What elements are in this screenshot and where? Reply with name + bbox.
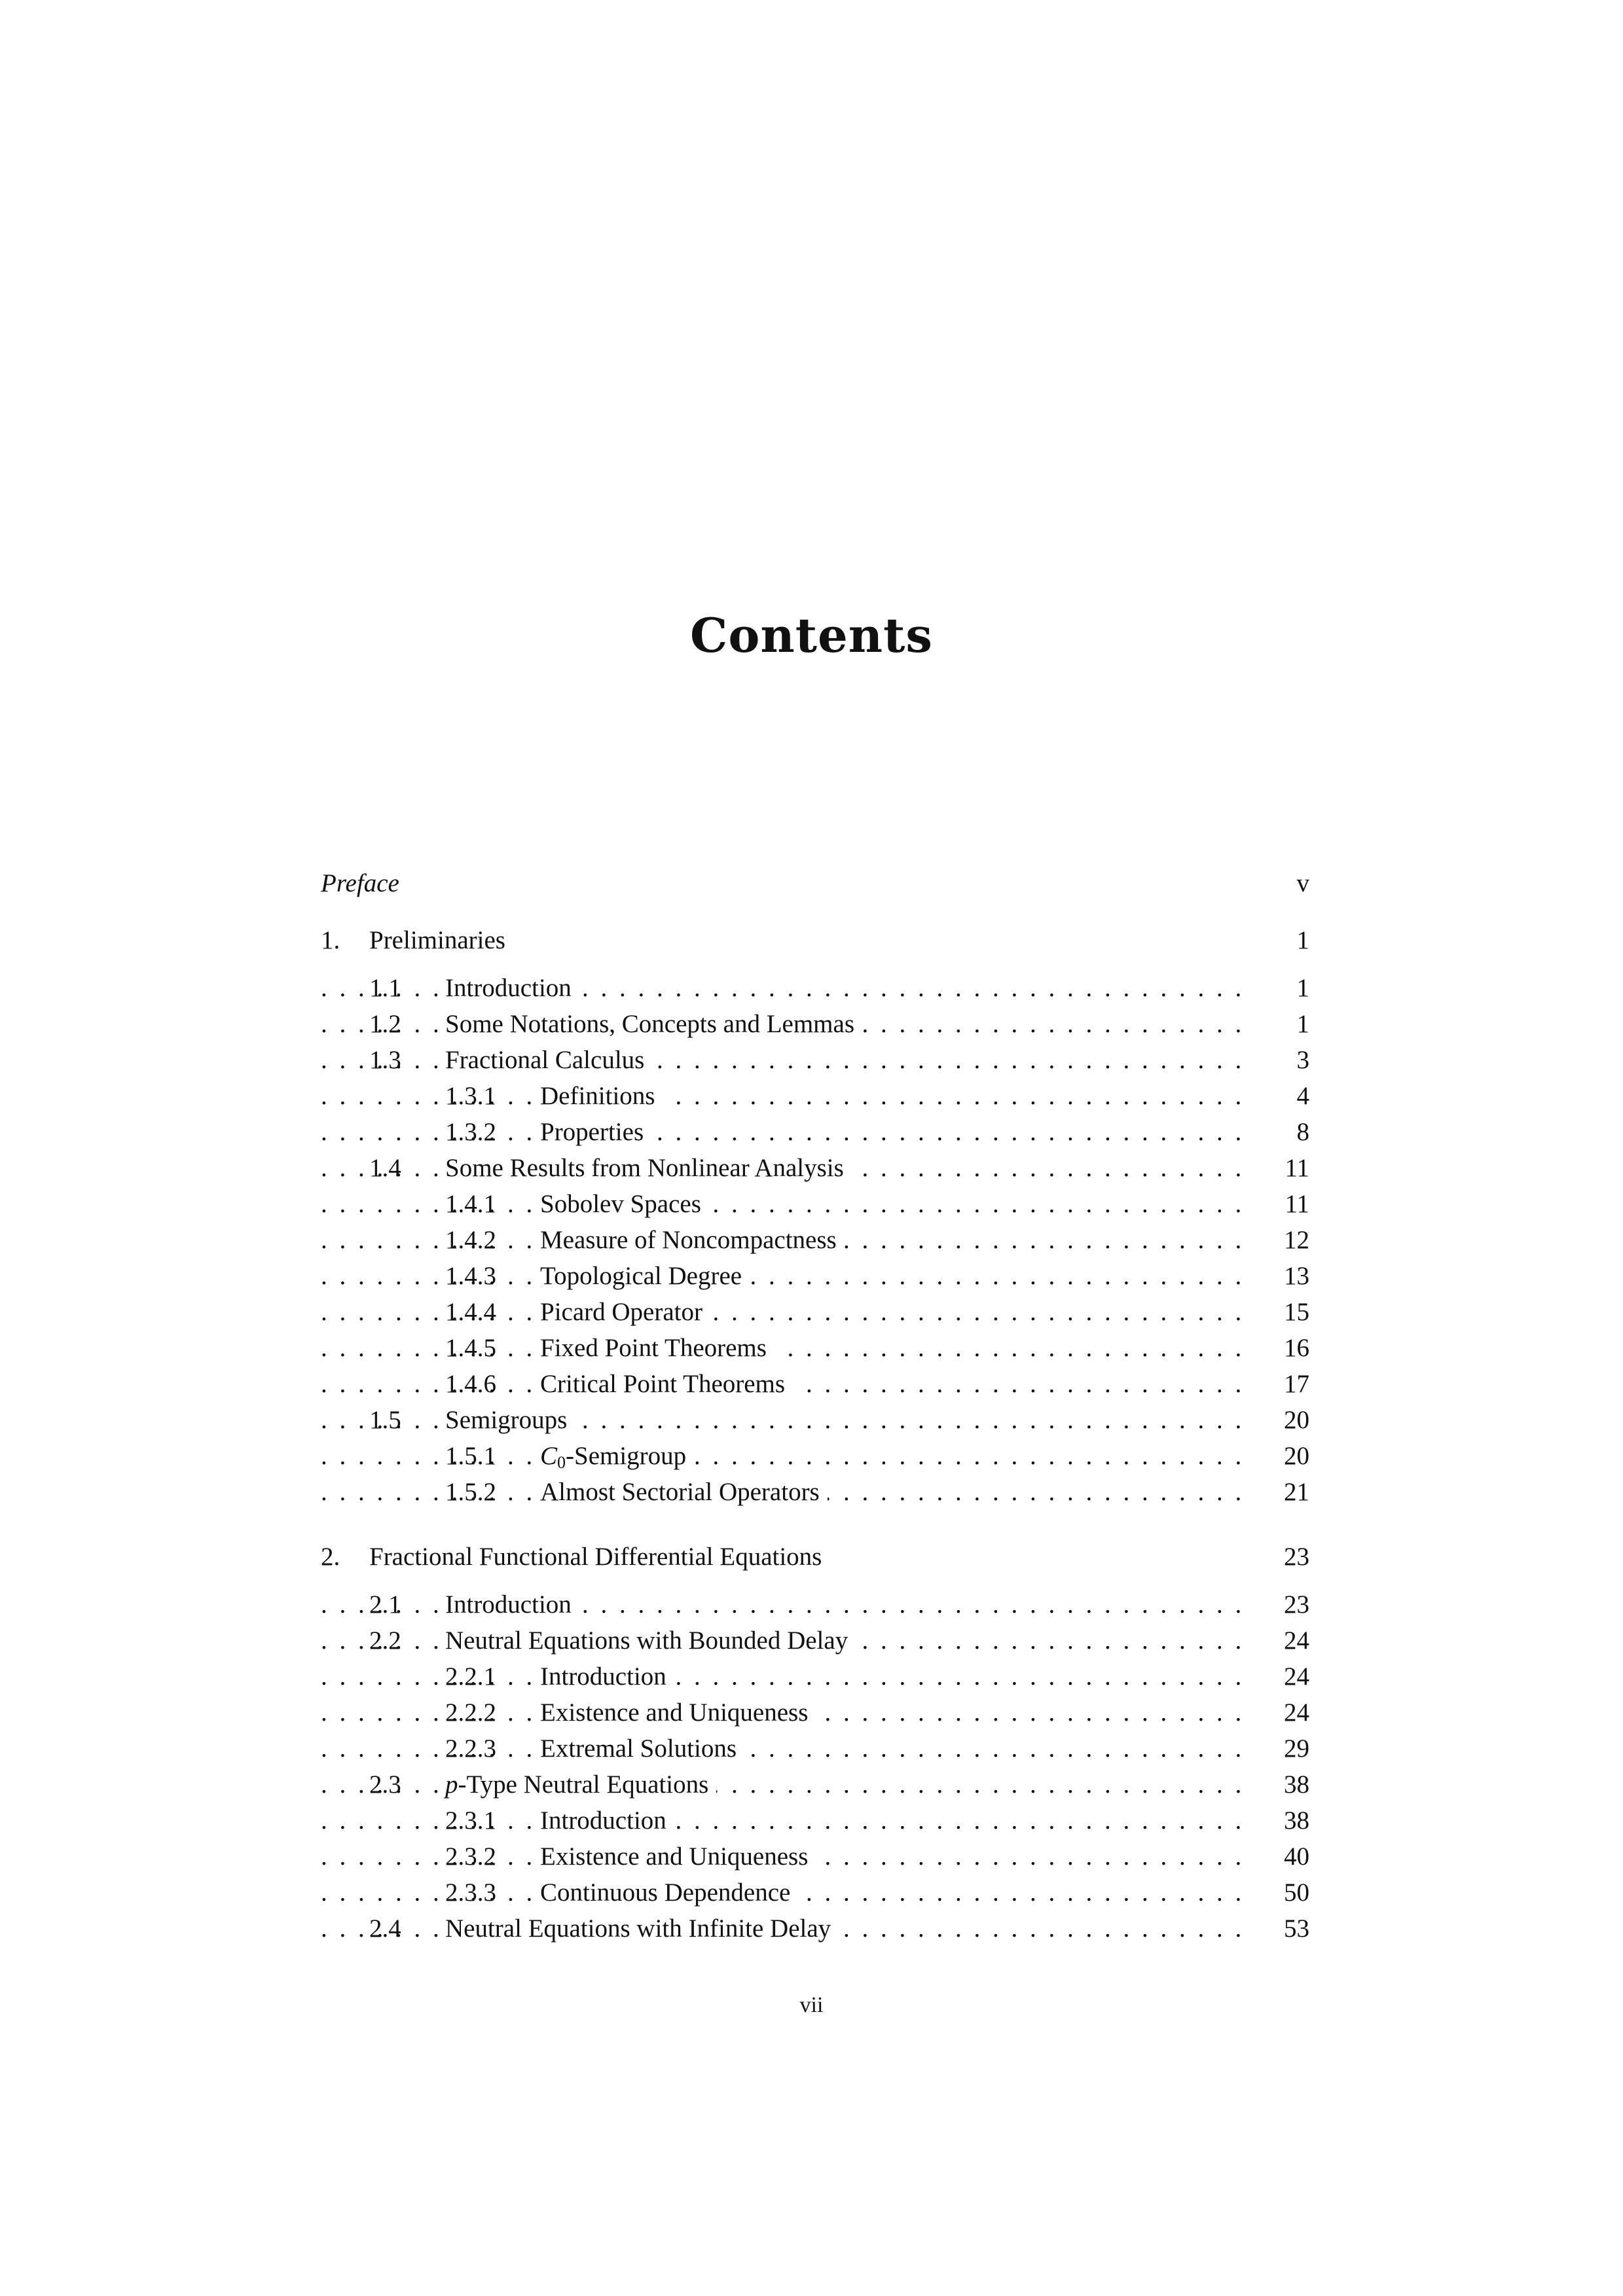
entry-title: Semigroups (445, 1402, 575, 1438)
toc-entry-1-3-2[interactable] (321, 1114, 1309, 1150)
page-title: Contents (690, 607, 933, 663)
entry-title: Some Notations, Concepts and Lemmas (445, 1006, 862, 1042)
toc-entry-2-2-1[interactable] (321, 1659, 1309, 1695)
chapter-page: 23 (1275, 1539, 1309, 1575)
entry-number: 1.4 (369, 1154, 401, 1182)
dot-leader (321, 1438, 1252, 1474)
toc-entry-1-4-3[interactable] (321, 1258, 1309, 1294)
entry-title: Definitions (540, 1078, 663, 1114)
entry-title: Introduction (540, 1659, 674, 1695)
toc-chapter-1[interactable] (321, 922, 1309, 958)
chapter-number: 1. (321, 926, 340, 954)
toc-entry-1-4-6[interactable] (321, 1366, 1309, 1402)
entry-title: Extremal Solutions (540, 1731, 744, 1767)
entry-page: 20 (1275, 1402, 1309, 1438)
toc-entry-title: Preface (321, 865, 407, 901)
dot-leader (321, 1078, 1252, 1114)
toc-entry-2-3-2[interactable] (321, 1839, 1309, 1874)
entry-number: 1.4.6 (445, 1370, 496, 1398)
toc-entry-2-3-1[interactable] (321, 1803, 1309, 1839)
toc-entry-1-4[interactable] (321, 1150, 1309, 1186)
entry-page: 3 (1288, 1042, 1310, 1078)
entry-page: 15 (1275, 1294, 1309, 1330)
entry-page: 40 (1275, 1839, 1309, 1874)
entry-number: 1.4.3 (445, 1262, 496, 1290)
entry-page: 11 (1275, 1186, 1309, 1222)
entry-title-rest: -Semigroup (566, 1442, 687, 1470)
entry-title: Introduction (445, 970, 579, 1006)
entry-page: 24 (1275, 1695, 1309, 1731)
entry-page: 8 (1288, 1114, 1310, 1150)
page-number: vii (799, 1993, 824, 2017)
entry-page: 53 (1275, 1910, 1309, 1946)
entry-title: Neutral Equations with Infinite Delay (445, 1910, 839, 1946)
toc-entry-1-4-2[interactable] (321, 1222, 1309, 1258)
dot-leader (321, 1659, 1252, 1695)
entry-number: 1.4.1 (445, 1190, 496, 1218)
entry-number: 1.3.2 (445, 1118, 496, 1146)
chapter-page: 1 (1288, 922, 1310, 958)
toc-entry-page: v (1288, 865, 1310, 901)
toc-chapter-2[interactable] (321, 1539, 1309, 1575)
entry-number: 2.2 (369, 1626, 401, 1655)
toc-entry-2-2-2[interactable] (321, 1695, 1309, 1731)
toc-entry-1-4-1[interactable] (321, 1186, 1309, 1222)
entry-number: 2.3 (369, 1770, 401, 1799)
entry-page: 24 (1275, 1659, 1309, 1695)
entry-title: Sobolev Spaces (540, 1186, 709, 1222)
dot-leader (321, 1294, 1252, 1330)
entry-title: Introduction (540, 1803, 674, 1839)
entry-number: 1.5 (369, 1406, 401, 1434)
entry-title: Fractional Calculus (445, 1042, 652, 1078)
chapter-number: 2. (321, 1543, 340, 1571)
entry-number: 2.2.2 (445, 1698, 496, 1727)
toc-entry-2-3[interactable] (321, 1767, 1309, 1803)
toc-entry-1-5[interactable] (321, 1402, 1309, 1438)
entry-title: Continuous Dependence (540, 1874, 798, 1910)
toc-entry-2-2-3[interactable] (321, 1731, 1309, 1767)
entry-number: 1.5.2 (445, 1478, 496, 1506)
entry-title-rest: -Type Neutral Equations (458, 1770, 709, 1799)
entry-number: 2.1 (369, 1590, 401, 1619)
math-symbol: p (445, 1770, 458, 1799)
entry-page: 38 (1275, 1767, 1309, 1803)
toc-entry-2-2[interactable] (321, 1623, 1309, 1659)
dot-leader (321, 1803, 1252, 1839)
dot-leader (321, 1330, 1252, 1366)
chapter-spacer (321, 1510, 1309, 1539)
dot-leader (321, 1186, 1252, 1222)
toc-entry-2-1[interactable] (321, 1587, 1309, 1623)
table-of-contents (321, 865, 1309, 1946)
entry-number: 2.3.3 (445, 1878, 496, 1907)
entry-page: 13 (1275, 1258, 1309, 1294)
toc-entry-2-4[interactable] (321, 1910, 1309, 1946)
entry-number: 2.2.1 (445, 1662, 496, 1691)
dot-leader (321, 1114, 1252, 1150)
entry-number: 1.1 (369, 974, 401, 1002)
toc-entry-1-5-2[interactable] (321, 1474, 1309, 1510)
entry-title: Existence and Uniqueness (540, 1695, 816, 1731)
entry-number: 1.3 (369, 1046, 401, 1074)
dot-leader (321, 1258, 1252, 1294)
entry-title: Some Results from Nonlinear Analysis (445, 1150, 852, 1186)
entry-page: 38 (1275, 1803, 1309, 1839)
toc-entry-1-5-1[interactable] (321, 1438, 1309, 1474)
entry-number: 1.3.1 (445, 1082, 496, 1110)
toc-entry-1-1[interactable] (321, 970, 1309, 1006)
entry-page: 24 (1275, 1623, 1309, 1659)
entry-page: 1 (1288, 1006, 1310, 1042)
entry-page: 20 (1275, 1438, 1309, 1474)
toc-entry-1-4-5[interactable] (321, 1330, 1309, 1366)
entry-number: 1.4.2 (445, 1226, 496, 1254)
math-symbol: C (540, 1442, 558, 1470)
entry-title: Neutral Equations with Bounded Delay (445, 1623, 856, 1659)
entry-page: 11 (1275, 1150, 1309, 1186)
entry-number: 1.4.5 (445, 1334, 496, 1362)
toc-entry-1-3-1[interactable] (321, 1078, 1309, 1114)
entry-title: Almost Sectorial Operators (540, 1474, 828, 1510)
toc-entry-preface[interactable] (321, 865, 1309, 901)
entry-number: 1.5.1 (445, 1442, 496, 1470)
entry-title (445, 1767, 716, 1803)
entry-page: 21 (1275, 1474, 1309, 1510)
entry-page: 1 (1288, 970, 1310, 1006)
entry-title: Critical Point Theorems (540, 1366, 793, 1402)
entry-number: 2.3.2 (445, 1842, 496, 1871)
entry-page: 50 (1275, 1874, 1309, 1910)
dot-leader (321, 1731, 1252, 1767)
entry-number: 2.2.3 (445, 1734, 496, 1763)
toc-entry-1-3[interactable] (321, 1042, 1309, 1078)
entry-title: Introduction (445, 1587, 579, 1623)
chapter-title: Preliminaries (369, 922, 513, 958)
entry-title: Properties (540, 1114, 651, 1150)
entry-page: 16 (1275, 1330, 1309, 1366)
entry-title: Measure of Noncompactness (540, 1222, 845, 1258)
entry-page: 12 (1275, 1222, 1309, 1258)
toc-entry-2-3-3[interactable] (321, 1874, 1309, 1910)
entry-number: 1.4.4 (445, 1298, 496, 1326)
entry-number: 2.3.1 (445, 1806, 496, 1835)
entry-page: 23 (1275, 1587, 1309, 1623)
toc-entry-1-4-4[interactable] (321, 1294, 1309, 1330)
entry-title: Existence and Uniqueness (540, 1839, 816, 1874)
math-subscript: 0 (557, 1453, 566, 1472)
entry-number: 2.4 (369, 1914, 401, 1943)
entry-title: Picard Operator (540, 1294, 710, 1330)
entry-page: 17 (1275, 1366, 1309, 1402)
entry-page: 29 (1275, 1731, 1309, 1767)
entry-title: Fixed Point Theorems (540, 1330, 775, 1366)
entry-title: Topological Degree (540, 1258, 750, 1294)
toc-entry-1-2[interactable] (321, 1006, 1309, 1042)
entry-number: 1.2 (369, 1010, 401, 1038)
chapter-title: Fractional Functional Differential Equations (369, 1539, 830, 1575)
entry-page: 4 (1288, 1078, 1310, 1114)
